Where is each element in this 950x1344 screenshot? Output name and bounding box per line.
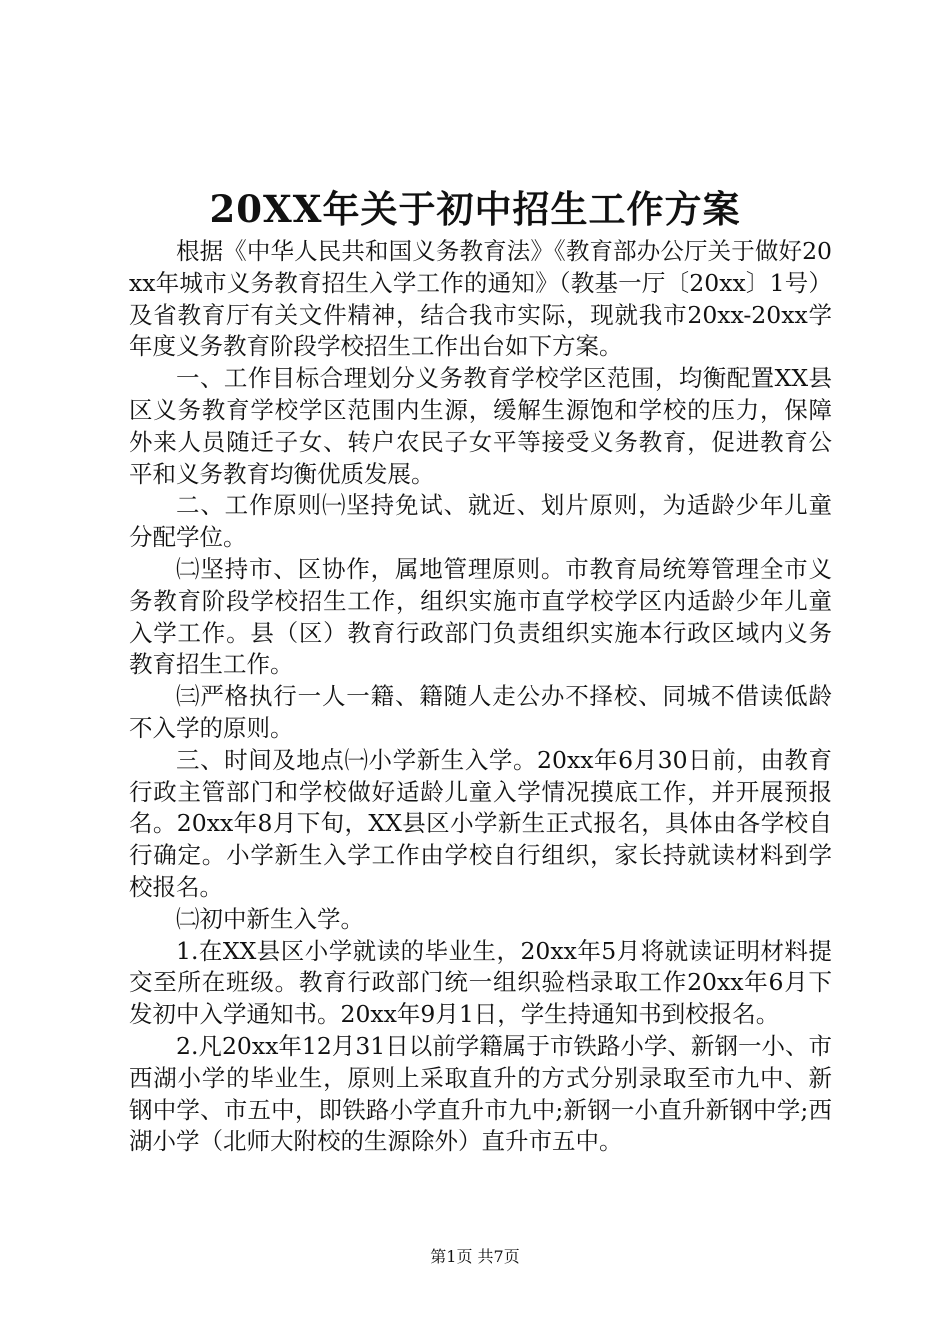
page-footer: 第1页 共7页 (430, 1247, 520, 1266)
paragraph-junior-item-1: 1.在XX县区小学就读的毕业生，20xx年5月将就读证明材料提交至所在班级。教育行政部门统一组织验档录取工作20xx年6月下发初中入学通知书。20xx年9月1日，学生持通知书到校报名。 (129, 936, 832, 1029)
paragraph-time-place-primary: 三、时间及地点㈠小学新生入学。20xx年6月30日前，由教育行政主管部门和学校做好适龄儿童入学情况摸底工作，并开展预报名。20xx年8月下旬，XX县区小学新生正式报名，具体由各学校自行确定。小学新生入学工作由学校自行组织，家长持就读材料到学校报名。 (129, 745, 832, 901)
paragraph-work-goal: 一、工作目标合理划分义务教育学校学区范围，均衡配置XX县区义务教育学校学区范围内生源，缓解生源饱和学校的压力，保障外来人员随迁子女、转户农民子女平等接受义务教育，促进教育公平和义务教育均衡优质发展。 (129, 364, 832, 488)
document-title: 20XX年关于初中招生工作方案 (209, 187, 741, 231)
document-body (129, 236, 832, 1158)
paragraph-intro: 根据《中华人民共和国义务教育法》《教育部办公厅关于做好20xx年城市义务教育招生入学工作的通知》（教基一厅〔20xx〕1号）及省教育厅有关文件精神，结合我市实际，现就我市20xx-20xx学年度义务教育阶段学校招生工作出台如下方案。 (129, 237, 832, 361)
paragraph-work-principle-2: ㈡坚持市、区协作，属地管理原则。市教育局统筹管理全市义务教育阶段学校招生工作，组织实施市直学校学区内适龄少年儿童入学工作。县（区）教育行政部门负责组织实施本行政区域内义务教育招生工作。 (129, 554, 832, 679)
paragraph-junior-enrollment-heading: ㈡初中新生入学。 (176, 904, 364, 933)
paragraph-work-principle-3: ㈢严格执行一人一籍、籍随人走公办不择校、同城不借读低龄不入学的原则。 (129, 682, 832, 742)
paragraph-junior-item-2: 2.凡20xx年12月31日以前学籍属于市铁路小学、新钢一小、市西湖小学的毕业生，原则上采取直升的方式分别录取至市九中、新钢中学、市五中，即铁路小学直升市九中;新钢一小直升新钢中学;西湖小学（北师大附校的生源除外）直升市五中。 (129, 1031, 832, 1156)
paragraph-work-principle-1: 二、工作原则㈠坚持免试、就近、划片原则，为适龄少年儿童分配学位。 (129, 491, 832, 552)
